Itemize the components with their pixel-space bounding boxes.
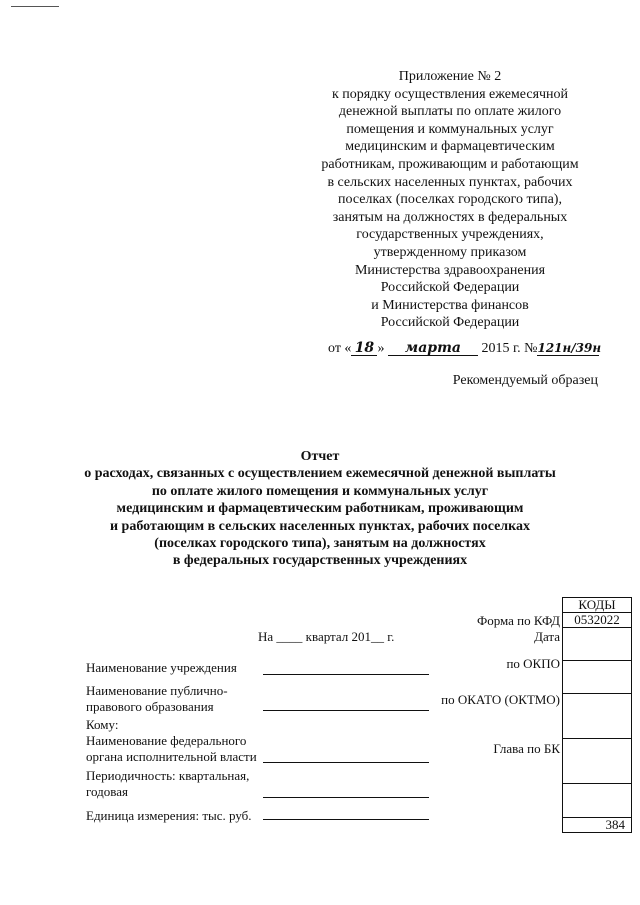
title-line: и работающим в сельских населенных пунктах, рабочих поселках: [109, 518, 531, 534]
recommended-sample: Рекомендуемый образец: [452, 373, 598, 388]
periodicity-field[interactable]: [263, 797, 429, 798]
appendix-line: работникам, проживающим и работающим: [321, 156, 579, 172]
forma-code: 0532022: [563, 613, 631, 628]
okato-code-cell[interactable]: [563, 694, 631, 739]
title-line: о расходах, связанных с осуществлением ежемесячной денежной выплаты: [84, 466, 556, 482]
appendix-line: медицинским и фармацевтическим: [345, 139, 555, 155]
order-year: 2015 г. №: [481, 341, 538, 356]
codes-header: КОДЫ: [563, 598, 631, 613]
okei-code: 384: [605, 817, 625, 832]
unit-label: Единица измерения: тыс. руб.: [86, 808, 252, 823]
appendix-line: к порядку осуществления ежемесячной: [331, 86, 569, 102]
appendix-line: денежной выплаты по оплате жилого: [338, 104, 562, 120]
appendix-line: утвержденному приказом: [373, 244, 527, 260]
to-label: Кому:: [86, 717, 119, 732]
forma-label: Форма по КФД: [476, 613, 560, 628]
period-text: На ____ квартал 201__ г.: [258, 629, 395, 644]
codes-box: [562, 597, 632, 833]
date-label: Дата: [534, 629, 560, 644]
order-day: 18: [351, 341, 377, 356]
appendix-line: Министерства здравоохранения: [354, 262, 546, 278]
appendix-line: государственных учреждениях,: [356, 227, 544, 243]
date-code-cell[interactable]: [563, 628, 631, 661]
appendix-line: и Министерства финансов: [371, 297, 529, 313]
title-line: в федеральных государственных учреждениях: [172, 553, 468, 569]
appendix-line: Приложение № 2: [398, 69, 502, 84]
unit-field[interactable]: [263, 819, 429, 820]
public-entity-field[interactable]: [263, 710, 429, 711]
order-prefix: от «: [328, 341, 352, 356]
federal-body-label: Наименование федерального органа исполнительной власти: [86, 733, 257, 764]
glava-code-cell[interactable]: [563, 739, 631, 784]
top-rule: [11, 6, 59, 7]
glava-label: Глава по БК: [493, 741, 560, 756]
appendix-line: поселках (поселках городского типа),: [338, 192, 562, 208]
appendix-header: [300, 68, 600, 332]
order-number: 121н/39н: [537, 341, 602, 355]
federal-body-field[interactable]: [263, 762, 429, 763]
okpo-label: по ОКПО: [506, 656, 560, 671]
title-line: медицинским и фармацевтическим работникам, проживающим: [116, 501, 524, 517]
public-entity-label: Наименование публично-правового образования: [86, 683, 228, 714]
institution-field[interactable]: [263, 674, 429, 675]
title-line: (поселках городского типа), занятым на должностях: [154, 536, 486, 552]
order-mid: »: [377, 341, 385, 356]
appendix-line: Российской Федерации: [380, 315, 520, 331]
institution-label: Наименование учреждения: [86, 660, 237, 675]
periodicity-label: Периодичность: квартальная, годовая: [86, 768, 250, 799]
okpo-code-cell[interactable]: [563, 661, 631, 694]
appendix-line: помещения и коммунальных услуг: [346, 121, 554, 137]
title-line: по оплате жилого помещения и коммунальных услуг: [151, 483, 489, 499]
appendix-line: занятым на должностях в федеральных: [332, 209, 568, 225]
report-title: [60, 448, 580, 570]
appendix-line: в сельских населенных пунктах, рабочих: [327, 174, 573, 190]
periodicity-code-cell[interactable]: [563, 784, 631, 818]
appendix-line: Российской Федерации: [380, 280, 520, 296]
title-line: Отчет: [300, 449, 340, 464]
order-date-line: [328, 340, 602, 357]
okato-label: по ОКАТО (ОКТМО): [441, 692, 560, 707]
order-month: марта: [388, 341, 478, 356]
